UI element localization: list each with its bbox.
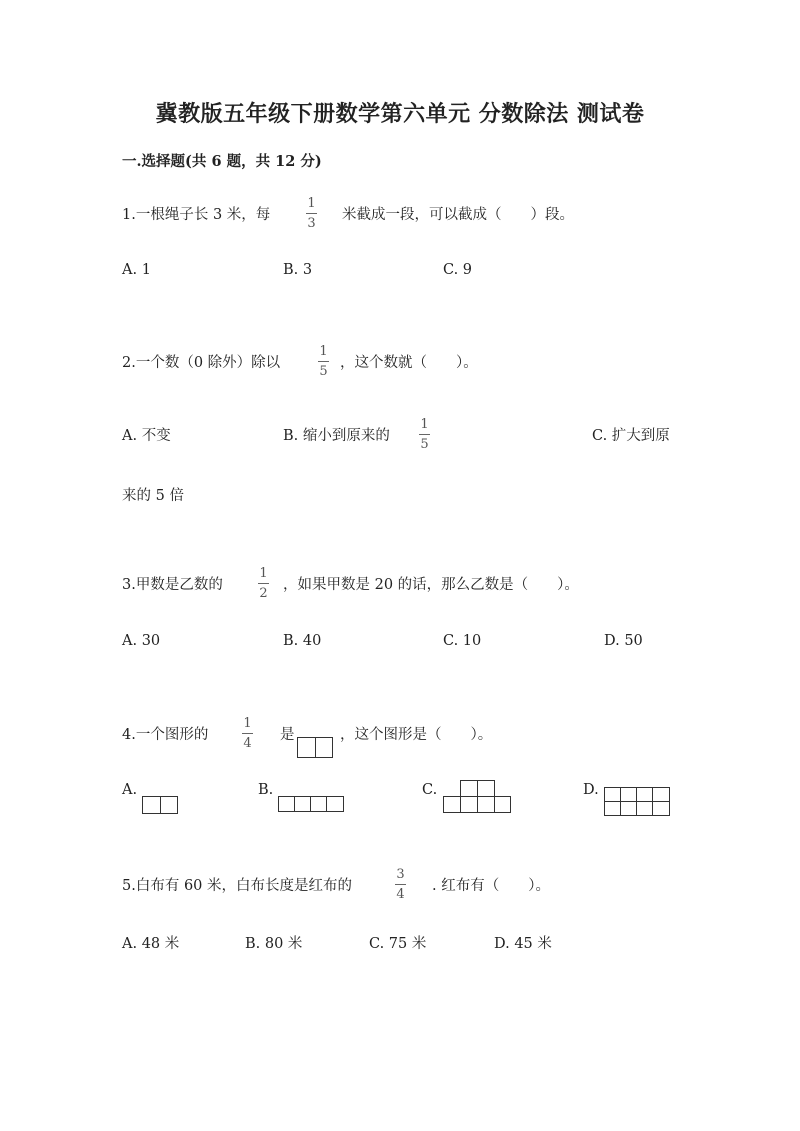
fraction-numerator: 1: [259, 566, 268, 581]
question-4-option-c[interactable]: C.: [422, 782, 438, 798]
fraction-numerator: 1: [319, 344, 328, 359]
grid-square: [142, 796, 161, 814]
question-3-text-after: ，如果甲数是 20 的话，那么乙数是（ ）。: [283, 577, 579, 593]
fraction-denominator: 5: [420, 437, 429, 452]
grid-square: [443, 796, 461, 813]
question-3-option-b[interactable]: B. 40: [283, 633, 322, 649]
question-4-text-mid: 是: [280, 727, 295, 743]
question-3-option-a[interactable]: A. 30: [122, 633, 161, 649]
grid-square: [636, 787, 653, 802]
fraction-bar: [258, 583, 269, 584]
question-5-option-d[interactable]: D. 45 米: [494, 936, 552, 952]
grid-square: [620, 801, 637, 816]
option-a-figure: [142, 796, 178, 814]
grid-square: [160, 796, 178, 814]
question-2-option-c[interactable]: C. 扩大到原: [592, 428, 670, 444]
grid-square: [326, 796, 344, 812]
question-4-option-b[interactable]: B.: [258, 782, 274, 798]
fraction-numerator: 1: [420, 417, 429, 432]
question-2-option-c-wrap: 来的 5 倍: [122, 488, 184, 504]
question-2-option-b[interactable]: B. 缩小到原来的: [283, 428, 390, 444]
grid-square: [310, 796, 327, 812]
fraction-denominator: 2: [259, 586, 268, 601]
grid-square: [460, 780, 478, 797]
question-4-option-d[interactable]: D.: [583, 782, 599, 798]
question-4-text-after: ，这个图形是（ ）。: [340, 727, 493, 743]
option-b-figure: [278, 796, 344, 812]
question-1-option-c[interactable]: C. 9: [443, 262, 473, 278]
fraction-numerator: 3: [396, 867, 405, 882]
grid-square: [477, 780, 495, 797]
question-3-fraction: [258, 567, 269, 600]
question-1-option-b[interactable]: B. 3: [283, 262, 313, 278]
section-heading: 一.选择题(共 6 题，共 12 分): [122, 153, 322, 170]
question-5-option-c[interactable]: C. 75 米: [369, 936, 427, 952]
fraction-denominator: 5: [319, 364, 328, 379]
grid-square: [652, 801, 670, 816]
grid-square: [460, 796, 478, 813]
fraction-denominator: 3: [307, 216, 316, 231]
question-3-option-d[interactable]: D. 50: [604, 633, 643, 649]
question-3-option-c[interactable]: C. 10: [443, 633, 482, 649]
fraction-bar: [419, 434, 430, 435]
question-5-option-b[interactable]: B. 80 米: [245, 936, 303, 952]
grid-square: [477, 796, 495, 813]
question-4-fraction: [242, 717, 253, 750]
question-4-option-a[interactable]: A.: [122, 782, 138, 798]
question-2-text-before: 2.一个数（0 除外）除以: [122, 355, 281, 371]
question-5-option-a[interactable]: A. 48 米: [122, 936, 180, 952]
grid-square: [297, 737, 316, 758]
page-title: 冀教版五年级下册数学第六单元 分数除法 测试卷: [155, 101, 645, 127]
fraction-bar: [306, 213, 317, 214]
question-1-text-after: 米截成一段，可以截成（ ）段。: [342, 207, 574, 223]
grid-square: [294, 796, 311, 812]
grid-square: [636, 801, 653, 816]
question-5-text-before: 5.白布有 60 米，白布长度是红布的: [122, 878, 353, 894]
grid-square: [494, 796, 511, 813]
fraction-numerator: 1: [243, 716, 252, 731]
grid-square: [620, 787, 637, 802]
question-5-fraction: [395, 868, 406, 901]
question-1-fraction: [306, 197, 317, 230]
question-1-option-a[interactable]: A. 1: [122, 262, 151, 278]
question-2-text-after: ，这个数就（ ）。: [340, 355, 478, 371]
grid-square: [315, 737, 333, 758]
option-c-figure: [443, 780, 511, 813]
question-2-option-b-fraction: [419, 418, 430, 451]
grid-square: [604, 787, 621, 802]
question-4-part-figure: [297, 737, 333, 758]
question-4-text-before: 4.一个图形的: [122, 727, 209, 743]
option-d-figure: [604, 787, 670, 816]
fraction-denominator: 4: [396, 887, 405, 902]
fraction-numerator: 1: [307, 196, 316, 211]
grid-square: [278, 796, 295, 812]
question-2-fraction: [318, 345, 329, 378]
fraction-bar: [318, 361, 329, 362]
question-3-text-before: 3.甲数是乙数的: [122, 577, 223, 593]
question-2-option-a[interactable]: A. 不变: [122, 428, 171, 444]
grid-square: [604, 801, 621, 816]
grid-square: [652, 787, 670, 802]
fraction-bar: [395, 884, 406, 885]
fraction-bar: [242, 733, 253, 734]
question-5-text-after: . 红布有（ ）。: [432, 878, 550, 894]
question-1-text-before: 1.一根绳子长 3 米，每: [122, 207, 271, 223]
fraction-denominator: 4: [243, 736, 252, 751]
